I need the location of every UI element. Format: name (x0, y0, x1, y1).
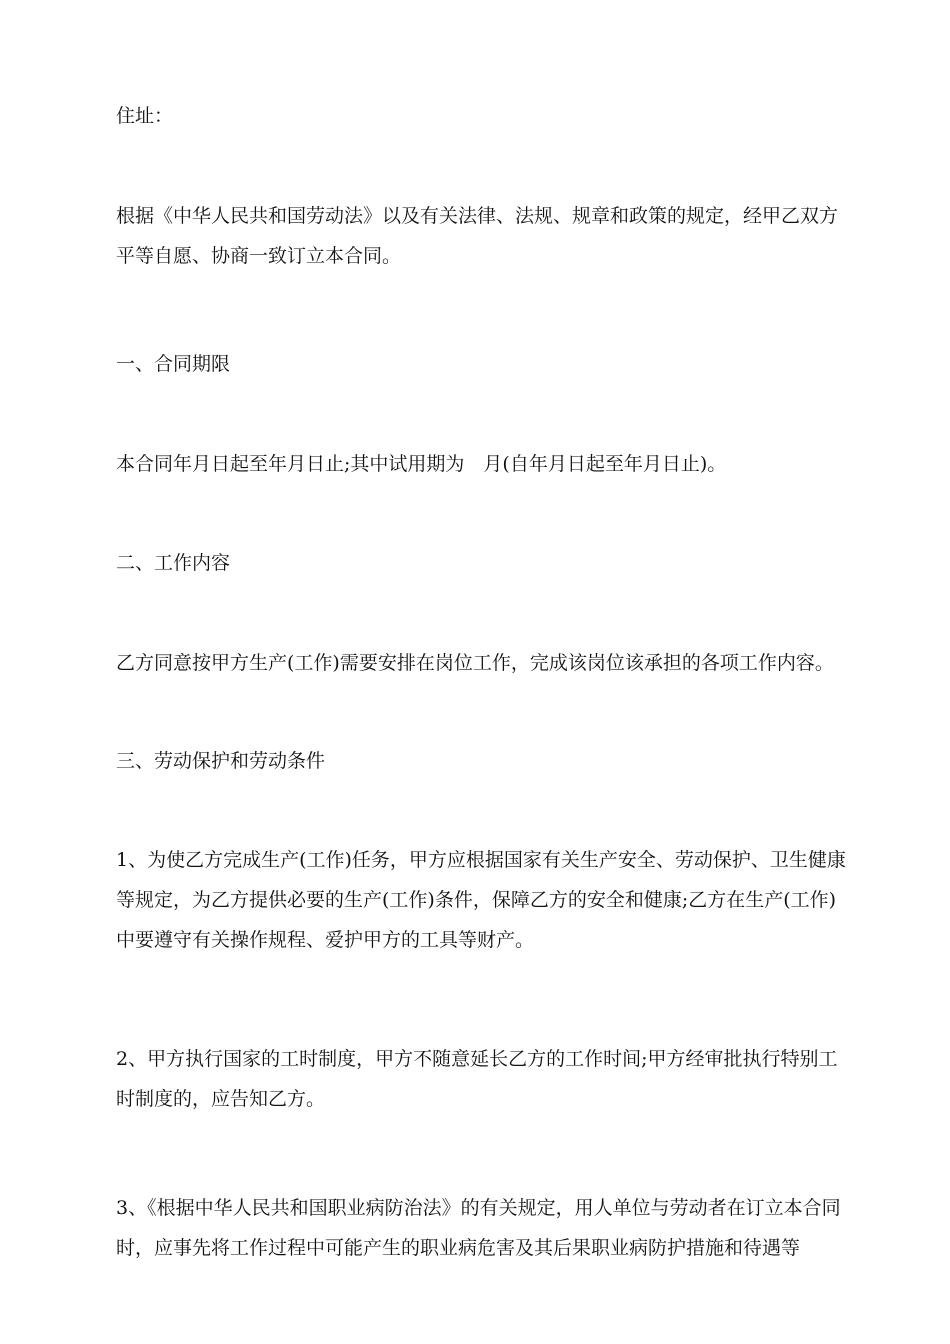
section-3-item-2: 2、甲方执行国家的工时制度，甲方不随意延长乙方的工作时间;甲方经审批执行特别工时制度的，应告知乙方。 (116, 1048, 838, 1110)
address-label: 住址： (116, 105, 174, 127)
section-1-body: 本合同年月日起至年月日止;其中试用期为 月(自年月日起至年月日止)。 (116, 453, 727, 475)
section-3-item-1: 1、为使乙方完成生产(工作)任务，甲方应根据国家有关生产安全、劳动保护、卫生健康等规定，为乙方提供必要的生产(工作)条件，保障乙方的安全和健康;乙方在生产(工作)中要遵守有关操作规程、爱护甲方的工具等财产。 (116, 849, 846, 951)
section-2-heading: 二、工作内容 (116, 552, 231, 574)
section-3-heading: 三、劳动保护和劳动条件 (116, 750, 326, 772)
preamble-paragraph: 根据《中华人民共和国劳动法》以及有关法律、法规、规章和政策的规定，经甲乙双方平等自愿、协商一致订立本合同。 (116, 205, 839, 267)
section-2-body: 乙方同意按甲方生产(工作)需要安排在岗位工作，完成该岗位该承担的各项工作内容。 (116, 652, 834, 674)
section-3-item-3: 3、《根据中华人民共和国职业病防治法》的有关规定，用人单位与劳动者在订立本合同时，应事先将工作过程中可能产生的职业病危害及其后果职业病防护措施和待遇等 (116, 1197, 841, 1259)
section-1-heading: 一、合同期限 (116, 353, 231, 375)
